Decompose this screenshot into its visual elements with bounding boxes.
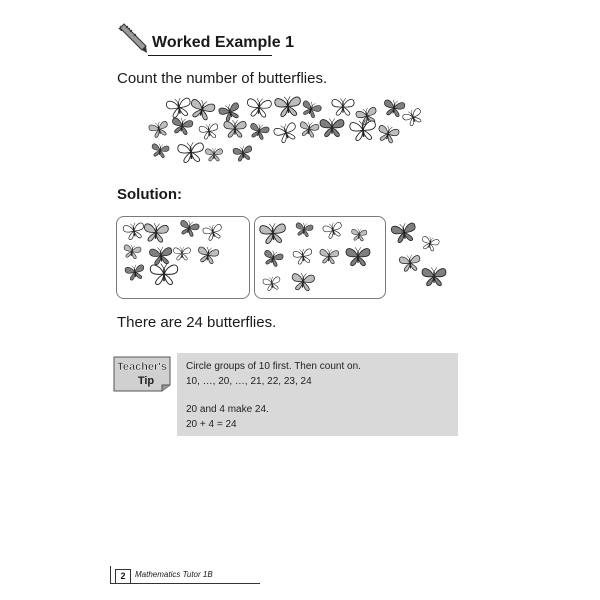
teachers-tip-panel <box>177 353 458 436</box>
butterfly-icon <box>197 121 222 141</box>
teachers-tip-badge <box>112 355 172 393</box>
tip-line-2: 10, …, 20, …, 21, 22, 23, 24 <box>186 376 312 387</box>
butterfly-icon <box>397 253 422 273</box>
butterfly-icon <box>204 147 224 162</box>
butterfly-icon <box>169 115 196 137</box>
footer-rule-horizontal <box>110 583 260 584</box>
footer-rule-vertical <box>110 566 111 584</box>
butterfly-icon <box>244 96 274 119</box>
butterfly-icon <box>318 117 346 138</box>
tip-line-1: Circle groups of 10 first. Then count on. <box>186 361 361 372</box>
tip-badge-line2: Tip <box>137 375 155 387</box>
tip-line-4: 20 + 4 = 24 <box>186 419 237 430</box>
butterfly-icon <box>231 143 256 163</box>
butterfly-icon <box>418 234 441 254</box>
worked-example-title: Worked Example 1 <box>152 34 294 51</box>
group-of-ten-1 <box>116 216 250 299</box>
answer-text: There are 24 butterflies. <box>117 314 277 331</box>
page-number: 2 <box>115 569 131 584</box>
tip-badge-line1: Teacher's <box>116 361 168 373</box>
butterfly-icon <box>388 220 419 246</box>
butterfly-icon <box>420 266 448 287</box>
tip-line-3: 20 and 4 make 24. <box>186 404 269 415</box>
pencil-ruler-icon <box>116 22 148 54</box>
butterfly-icon <box>222 119 248 139</box>
solution-label: Solution: <box>117 186 182 203</box>
butterfly-icon <box>374 122 402 146</box>
title-underline <box>148 55 272 56</box>
butterfly-field <box>140 95 435 175</box>
butterfly-icon <box>175 140 207 165</box>
question-text: Count the number of butterflies. <box>117 70 328 87</box>
group-of-ten-2 <box>254 216 386 299</box>
butterfly-icon <box>146 118 172 140</box>
butterfly-icon <box>246 120 272 142</box>
butterfly-icon <box>330 97 356 117</box>
butterfly-icon <box>149 141 171 159</box>
book-title: Mathematics Tutor 1B <box>135 570 213 579</box>
